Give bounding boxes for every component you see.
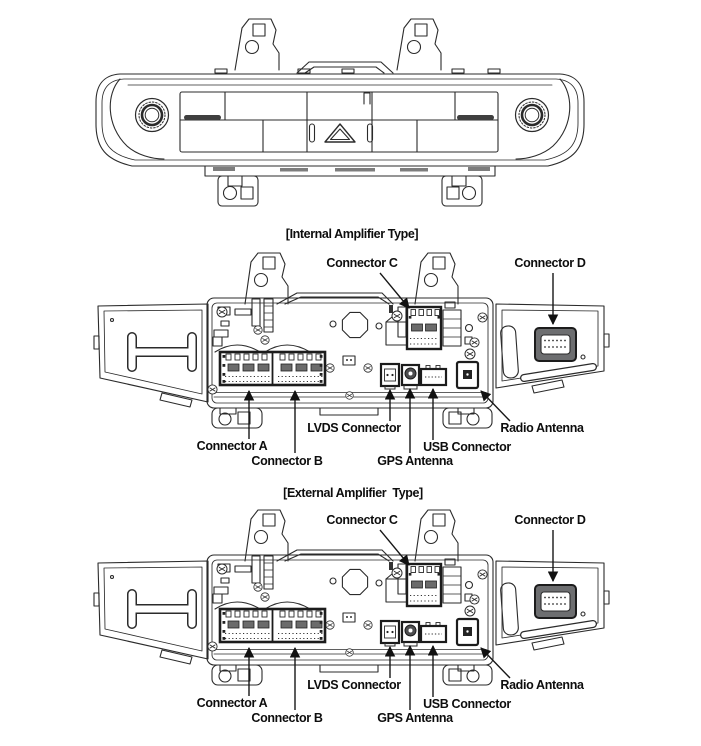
rear-view-drawing-internal (92, 240, 612, 475)
internal-amplifier-title: [Internal Amplifier Type] (285, 227, 419, 241)
callout-gps: GPS Antenna (377, 711, 453, 725)
callout-usb: USB Connector (423, 440, 511, 454)
callout-radio: Radio Antenna (500, 421, 584, 435)
callout-lvds: LVDS Connector (307, 421, 401, 435)
external-amplifier-title: [External Amplifier Type] (283, 486, 423, 500)
callout-connector-b: Connector B (251, 711, 323, 725)
callout-connector-b: Connector B (251, 454, 323, 468)
callout-lvds: LVDS Connector (307, 678, 401, 692)
callout-connector-a: Connector A (196, 696, 268, 710)
front-view-drawing (80, 8, 620, 218)
callout-connector-c: Connector C (326, 513, 398, 527)
callout-connector-a: Connector A (196, 439, 268, 453)
callout-radio: Radio Antenna (500, 678, 584, 692)
internal-amplifier-section (92, 240, 612, 475)
callout-connector-d: Connector D (514, 256, 586, 270)
front-view (80, 8, 620, 218)
callout-connector-d: Connector D (514, 513, 586, 527)
callout-connector-c: Connector C (326, 256, 398, 270)
rear-view-drawing-external (92, 497, 612, 732)
callout-usb: USB Connector (423, 697, 511, 711)
callout-gps: GPS Antenna (377, 454, 453, 468)
external-amplifier-section (92, 497, 612, 732)
